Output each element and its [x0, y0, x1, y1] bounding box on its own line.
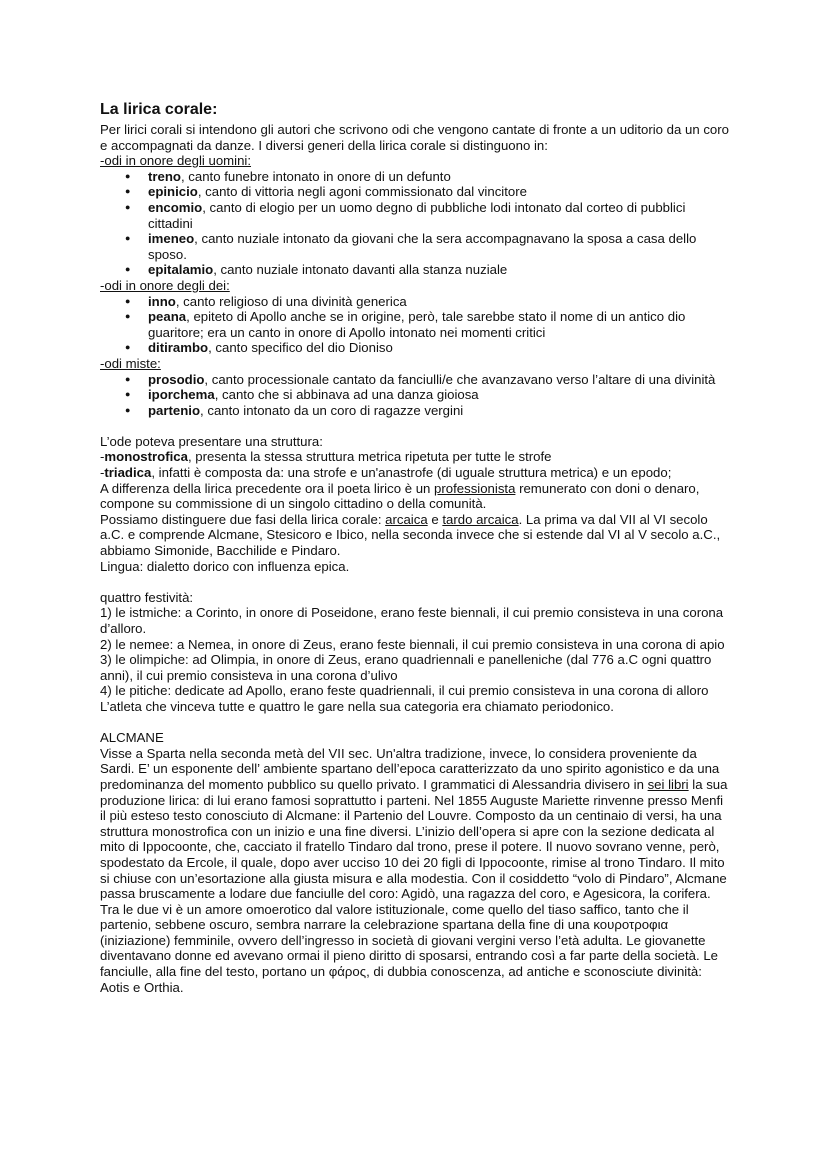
- festivity-item: 1) le istmiche: a Corinto, in onore di Poseidone, erano feste biennali, il cui premio consisteva in una corona d’alloro.: [100, 605, 724, 636]
- list-item: ● peana, epiteto di Apollo anche se in origine, però, tale sarebbe stato il nome di un antico dio guaritore; era un canto in onore di Apollo intonato nei momenti critici: [100, 309, 730, 340]
- list-item: ● encomio, canto di elogio per un uomo degno di pubbliche lodi intonato dal corteo di pubblici cittadini: [100, 200, 730, 231]
- list-item: ● prosodio, canto processionale cantato da fanciulli/e che avanzavano verso l’altare di una divinità: [100, 372, 730, 388]
- structure-monostrofica: -monostrofica, presenta la stessa struttura metrica ripetuta per tutte le strofe: [100, 449, 552, 465]
- list-item: ● ditirambo, canto specifico del dio Dioniso: [100, 340, 730, 356]
- language-line: Lingua: dialetto dorico con influenza epica.: [100, 558, 350, 574]
- list-item: ● epitalamio, canto nuziale intonato davanti alla stanza nuziale: [100, 262, 730, 278]
- group-heading-dei: -odi in onore degli dei:: [100, 277, 230, 293]
- phases-paragraph: Possiamo distinguere due fasi della lirica corale: arcaica e tardo arcaica. La prima va dal VII al VI secolo a.C. e comprende Alcmane, Stesicoro e Ibico, nella seconda invece che si estende dal VI al V secolo a.C., abbiamo Simonide, Bacchilide e Pindaro.: [100, 511, 721, 559]
- list-item: ● treno, canto funebre intonato in onore di un defunto: [100, 169, 730, 185]
- group-heading-uomini: -odi in onore degli uomini:: [100, 153, 252, 169]
- festivity-note: L’atleta che vinceva tutte e quattro le gare nella sua categoria era chiamato periodonico.: [100, 698, 614, 714]
- list-item: ● partenio, canto intonato da un coro di ragazze vergini: [100, 403, 730, 419]
- document-body: [100, 100, 730, 995]
- list-item: ● inno, canto religioso di una divinità generica: [100, 294, 730, 310]
- festivity-item: 4) le pitiche: dedicate ad Apollo, erano feste quadriennali, il cui premio consisteva in una corona di alloro: [100, 683, 709, 699]
- list-miste: [100, 372, 730, 419]
- festivity-item: 2) le nemee: a Nemea, in onore di Zeus, erano feste biennali, il cui premio consisteva in una corona di apio: [100, 636, 725, 652]
- section-title: La lirica corale:: [100, 101, 218, 118]
- group-heading-miste: -odi miste:: [100, 355, 161, 371]
- list-item: ● imeneo, canto nuziale intonato da giovani che la sera accompagnavano la sposa a casa dello sposo.: [100, 231, 730, 262]
- festivity-item: 3) le olimpiche: ad Olimpia, in onore di Zeus, erano quadriennali e panelleniche (dal 776 a.C ogni quattro anni), il cui premio consisteva in una corona d’ulivo: [100, 652, 712, 683]
- alcmane-paragraph: Visse a Sparta nella seconda metà del VII sec. Un'altra tradizione, invece, lo considera proveniente da Sardi. E’ un esponente dell’ ambiente spartano dell’epoca caratterizzato da uno spirito agonistico e da una predominanza del momento pubblico su quello privato. I grammatici di Alessandria divisero in sei libri la sua produzione lirica: di lui erano famosi soprattutto i parteni. Nel 1855 Auguste Mariette rinvenne presso Menfi il più esteso testo conosciuto di Alcmane: il Partenio del Louvre. Composto da un centinaio di versi, ha una struttura monostrofica con un inizio e una fine diversi. L’inizio dell’opera si apre con la sezione dedicata al mito di Ippocoonte, che, cacciato il fratello Tindaro dal trono, prese il potere. Il nuovo sovrano venne, però, spodestato da Ercole, il quale, dopo aver ucciso 10 dei 20 figli di Ippocoonte, rimise al trono Tindaro. Il mito si chiuse con un’esortazione alla giusta misura e alla modestia. Con il cosiddetto “volo di Pindaro”, Alcmane passa bruscamente a lodare due fanciulle del coro: Agidò, una ragazza del coro, e Agesicora, la corifera. Tra le due vi è un amore omoerotico dal valore istituzionale, come quello del tiaso saffico, tanto che il partenio, sebbene oscuro, sembra narrare la celebrazione spartana della fine di una κουροτροφια (iniziazione) femminile, ovvero dell’ingresso in società di giovani vergini verso l’età adulta. Le giovanette diventavano donne ed avevano ormai il pieno diritto di sposarsi, entrando così a far parte della società. Le fanciulle, alla fine del testo, portano un φάρος, di dubbia conoscenza, ad antiche e sconosciute divinità: Aotis e Orthia.: [100, 745, 728, 995]
- list-dei: [100, 294, 730, 356]
- difference-paragraph: A differenza della lirica precedente ora il poeta lirico è un professionista remunerato con doni o denaro, compone su commissione di un singolo cittadino o della comunità.: [100, 480, 700, 512]
- list-item: ● epinicio, canto di vittoria negli agoni commissionato dal vincitore: [100, 184, 730, 200]
- alcmane-heading: ALCMANE: [100, 730, 164, 746]
- list-uomini: [100, 169, 730, 278]
- festivities-heading: quattro festività:: [100, 589, 194, 605]
- structure-triadica: -triadica, infatti è composta da: una strofe e un'anastrofe (di uguale struttura metrica) e un epodo;: [100, 465, 672, 481]
- list-item: ● iporchema, canto che si abbinava ad una danza gioiosa: [100, 387, 730, 403]
- structure-intro: L’ode poteva presentare una struttura:: [100, 433, 323, 449]
- intro-paragraph: Per lirici corali si intendono gli autori che scrivono odi che vengono cantate di fronte a un uditorio da un coro e accompagnati da danze. I diversi generi della lirica corale si distinguono in:: [100, 122, 729, 153]
